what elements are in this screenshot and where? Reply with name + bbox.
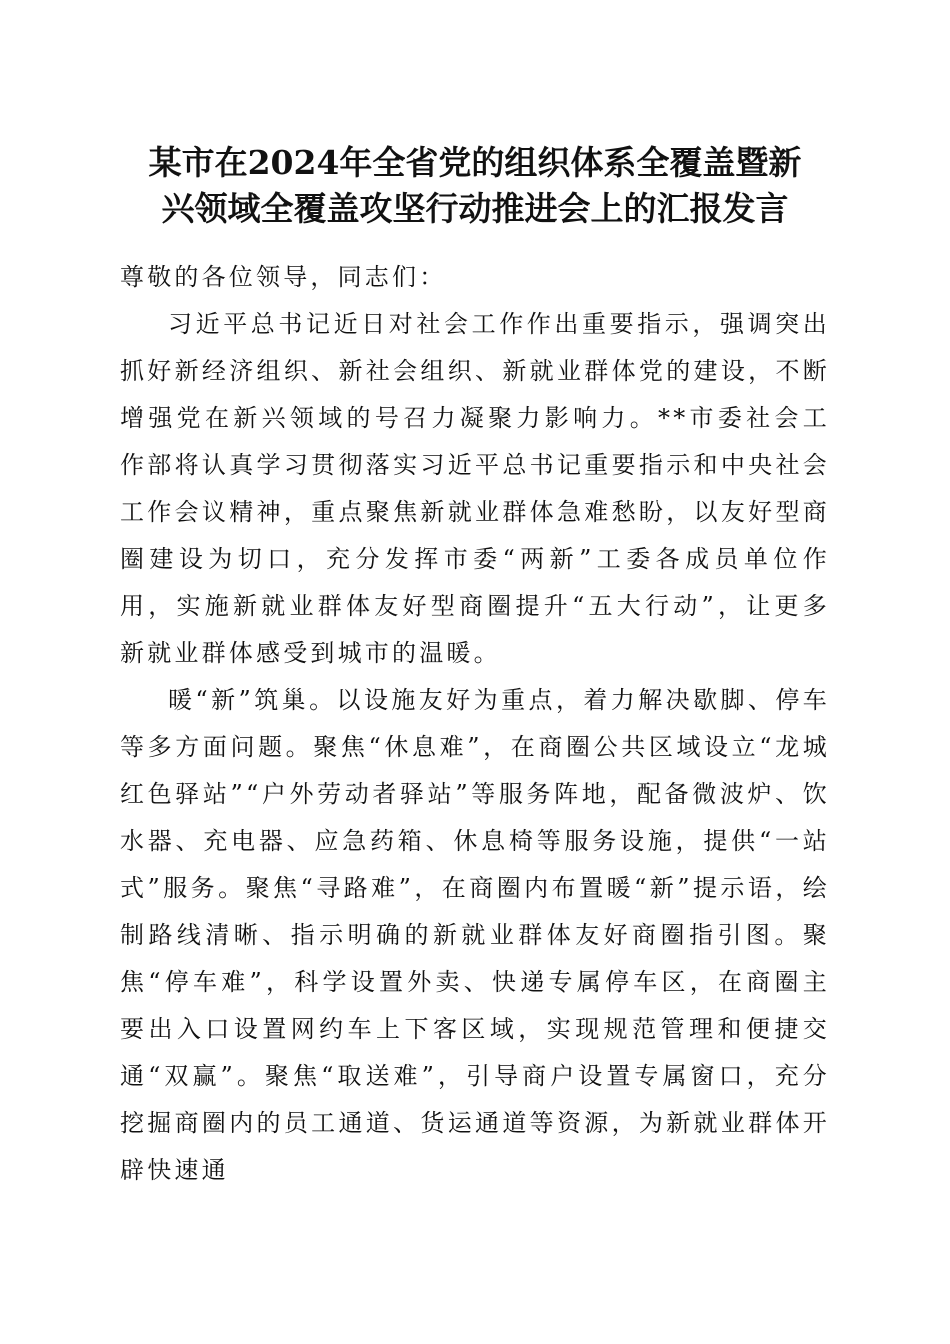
document-title bbox=[110, 140, 840, 232]
paragraph-intro: 习近平总书记近日对社会工作作出重要指示，强调突出抓好新经济组织、新社会组织、新就业群体党的建设，不断增强党在新兴领域的号召力凝聚力影响力。**市委社会工作部将认真学习贯彻落实习近平总书记重要指示和中央社会工作会议精神，重点聚焦新就业群体急难愁盼，以友好型商圈建设为切口，充分发挥市委“两新”工委各成员单位作用，实施新就业群体友好型商圈提升“五大行动”，让更多新就业群体感受到城市的温暖。 bbox=[120, 310, 830, 667]
title-line-2: 兴领域全覆盖攻坚行动推进会上的汇报发言 bbox=[161, 189, 789, 228]
title-line-1: 某市在2024年全省党的组织体系全覆盖暨新 bbox=[148, 143, 802, 182]
paragraph-facilities: 暖“新”筑巢。以设施友好为重点，着力解决歇脚、停车等多方面问题。聚焦“休息难”，在商圈公共区域设立“龙城红色驿站”“户外劳动者驿站”等服务阵地，配备微波炉、饮水器、充电器、应急药箱、休息椅等服务设施，提供“一站式”服务。聚焦“寻路难”，在商圈内布置暖“新”提示语，绘制路线清晰、指示明确的新就业群体友好商圈指引图。聚焦“停车难”，科学设置外卖、快递专属停车区，在商圈主要出入口设置网约车上下客区域，实现规范管理和便捷交通“双赢”。聚焦“取送难”，引导商户设置专属窗口，充分挖掘商圈内的员工通道、货运通道等资源，为新就业群体开辟快速通 bbox=[120, 686, 830, 1184]
document-body bbox=[120, 254, 830, 1194]
salutation: 尊敬的各位领导，同志们： bbox=[120, 263, 447, 291]
